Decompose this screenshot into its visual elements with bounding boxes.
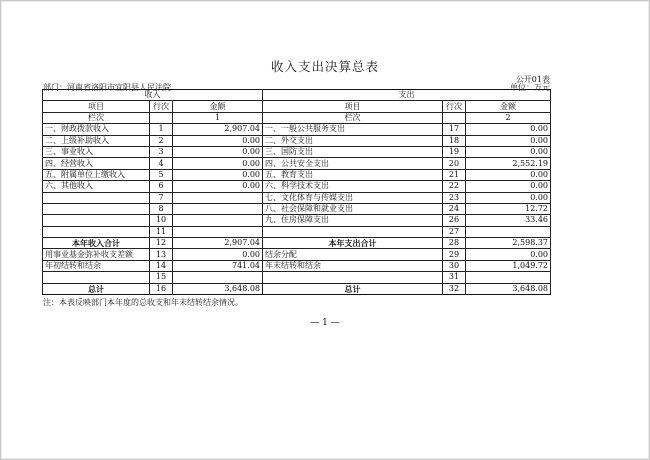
expense-item-cell: 八、社会保障和就业支出: [263, 203, 443, 214]
table-row: [43, 272, 551, 283]
income-amount-cell: [173, 215, 263, 226]
income-line-cell: 12: [150, 238, 173, 249]
expense-item-cell: 五、教育支出: [263, 169, 443, 180]
expense-amount-cell: 0.00: [466, 146, 551, 157]
expense-amount-cell: 1,049.72: [466, 260, 551, 271]
expense-line-cell: 21: [443, 169, 466, 180]
income-item-cell: 总计: [43, 283, 150, 294]
income-item-cell: 一、财政拨款收入: [43, 124, 150, 135]
expense-amount-cell: [466, 272, 551, 283]
expense-line-cell: 31: [443, 272, 466, 283]
income-amount-cell: [173, 226, 263, 237]
expense-line-cell: 19: [443, 146, 466, 157]
expense-amount-cell: 3,648.08: [466, 283, 551, 294]
table-row: [43, 135, 551, 146]
expense-index-label: 栏次: [263, 112, 443, 123]
income-line-cell: 16: [150, 283, 173, 294]
income-line-cell: 3: [150, 146, 173, 157]
table-row: [43, 226, 551, 237]
income-amount-cell: [173, 272, 263, 283]
table-row: [43, 146, 551, 157]
income-amount-cell: 2,907.04: [173, 238, 263, 249]
expense-item-cell: 一、一般公共服务支出: [263, 124, 443, 135]
income-amount-cell: 0.00: [173, 169, 263, 180]
expense-line-cell: 24: [443, 203, 466, 214]
income-item-cell: [43, 192, 150, 203]
expense-item-cell: 年末结转和结余: [263, 260, 443, 271]
expense-line-cell: 26: [443, 215, 466, 226]
income-item-cell: [43, 203, 150, 214]
table-row: [43, 203, 551, 214]
income-amount-cell: [173, 203, 263, 214]
expense-line-cell: 32: [443, 283, 466, 294]
expense-amount-cell: [466, 226, 551, 237]
expense-line-cell: 29: [443, 249, 466, 260]
income-line-header: 行次: [150, 101, 173, 112]
income-amount-cell: [173, 192, 263, 203]
expense-item-cell: 九、住房保障支出: [263, 215, 443, 226]
expense-amount-cell: 33.46: [466, 215, 551, 226]
report-title: 收入支出决算总表: [270, 59, 379, 74]
expense-item-cell: 四、公共安全支出: [263, 158, 443, 169]
income-item-cell: [43, 272, 150, 283]
expense-item-cell: [263, 272, 443, 283]
income-amount-cell: 0.00: [173, 135, 263, 146]
income-amount-cell: 0.00: [173, 158, 263, 169]
income-line-cell: 1: [150, 124, 173, 135]
income-index-label: 栏次: [43, 112, 150, 123]
expense-amount-cell: 0.00: [466, 249, 551, 260]
income-line-cell: 15: [150, 272, 173, 283]
expense-line-cell: 20: [443, 158, 466, 169]
income-item-cell: 四、经营收入: [43, 158, 150, 169]
income-item-cell: [43, 215, 150, 226]
expense-line-cell: 23: [443, 192, 466, 203]
department-label: 部门：河南省洛阳市宜阳县人民法院: [43, 83, 171, 92]
expense-amount-cell: 0.00: [466, 124, 551, 135]
income-line-cell: 6: [150, 181, 173, 192]
expense-line-cell: 27: [443, 226, 466, 237]
expense-item-cell: 七、文化体育与传媒支出: [263, 192, 443, 203]
income-line-cell: 5: [150, 169, 173, 180]
income-amount-cell: 3,648.08: [173, 283, 263, 294]
expense-amount-cell: 2,598.37: [466, 238, 551, 249]
table-footnote: 注：本表反映部门本年度的总收支和年末结转结余情况。: [43, 298, 243, 307]
expense-line-cell: 17: [443, 124, 466, 135]
income-item-cell: 用事业基金弥补收支差额: [43, 249, 150, 260]
income-item-cell: [43, 226, 150, 237]
table-row: [43, 158, 551, 169]
income-section-header: 收入: [43, 90, 263, 101]
income-amount-cell: 0.00: [173, 249, 263, 260]
expense-item-cell: 三、国防支出: [263, 146, 443, 157]
expense-amount-cell: 12.72: [466, 203, 551, 214]
table-row: [43, 260, 551, 271]
income-item-cell: 六、其他收入: [43, 181, 150, 192]
expense-amount-header: 金额: [466, 101, 551, 112]
expense-item-cell: 本年支出合计: [263, 238, 443, 249]
expense-line-cell: 18: [443, 135, 466, 146]
table-row: [43, 169, 551, 180]
table-row: [43, 215, 551, 226]
income-line-cell: 14: [150, 260, 173, 271]
income-item-cell: 年初结转和结余: [43, 260, 150, 271]
income-amount-cell: 2,907.04: [173, 124, 263, 135]
table-row: [43, 181, 551, 192]
income-amount-cell: 0.00: [173, 181, 263, 192]
expense-item-header: 项目: [263, 101, 443, 112]
table-row: [43, 238, 551, 249]
expense-amount-col-no: 2: [466, 112, 551, 123]
income-line-cell: 13: [150, 249, 173, 260]
expense-line-cell: 22: [443, 181, 466, 192]
income-expense-table: [42, 89, 551, 295]
expense-amount-cell: 0.00: [466, 169, 551, 180]
form-number: 公开01表: [515, 75, 550, 84]
income-amount-header: 金额: [173, 101, 263, 112]
expense-item-cell: 六、科学技术支出: [263, 181, 443, 192]
expense-line-cell: 28: [443, 238, 466, 249]
income-index-blank: [150, 112, 173, 123]
income-line-cell: 2: [150, 135, 173, 146]
table-row: [43, 283, 551, 294]
income-line-cell: 10: [150, 215, 173, 226]
income-item-header: 项目: [43, 101, 150, 112]
expense-amount-cell: 2,552.19: [466, 158, 551, 169]
income-item-cell: 三、事业收入: [43, 146, 150, 157]
income-amount-col-no: 1: [173, 112, 263, 123]
unit-label: 单位：万元: [510, 83, 550, 92]
income-amount-cell: 0.00: [173, 146, 263, 157]
expense-amount-cell: 0.00: [466, 181, 551, 192]
expense-item-cell: [263, 226, 443, 237]
income-item-cell: 本年收入合计: [43, 238, 150, 249]
table-row: [43, 192, 551, 203]
income-line-cell: 11: [150, 226, 173, 237]
expense-index-blank: [443, 112, 466, 123]
expense-item-cell: 二、外交支出: [263, 135, 443, 146]
table-row: [43, 124, 551, 135]
expense-line-header: 行次: [443, 101, 466, 112]
income-item-cell: 五、附属单位上缴收入: [43, 169, 150, 180]
page-number: — 1 —: [310, 318, 340, 328]
expense-amount-cell: 0.00: [466, 192, 551, 203]
income-line-cell: 8: [150, 203, 173, 214]
table-row: [43, 249, 551, 260]
income-line-cell: 4: [150, 158, 173, 169]
expense-section-header: 支出: [263, 90, 551, 101]
expense-line-cell: 30: [443, 260, 466, 271]
income-line-cell: 7: [150, 192, 173, 203]
expense-amount-cell: 0.00: [466, 135, 551, 146]
expense-item-cell: 总计: [263, 283, 443, 294]
income-item-cell: 二、上级补助收入: [43, 135, 150, 146]
expense-item-cell: 结余分配: [263, 249, 443, 260]
income-amount-cell: 741.04: [173, 260, 263, 271]
